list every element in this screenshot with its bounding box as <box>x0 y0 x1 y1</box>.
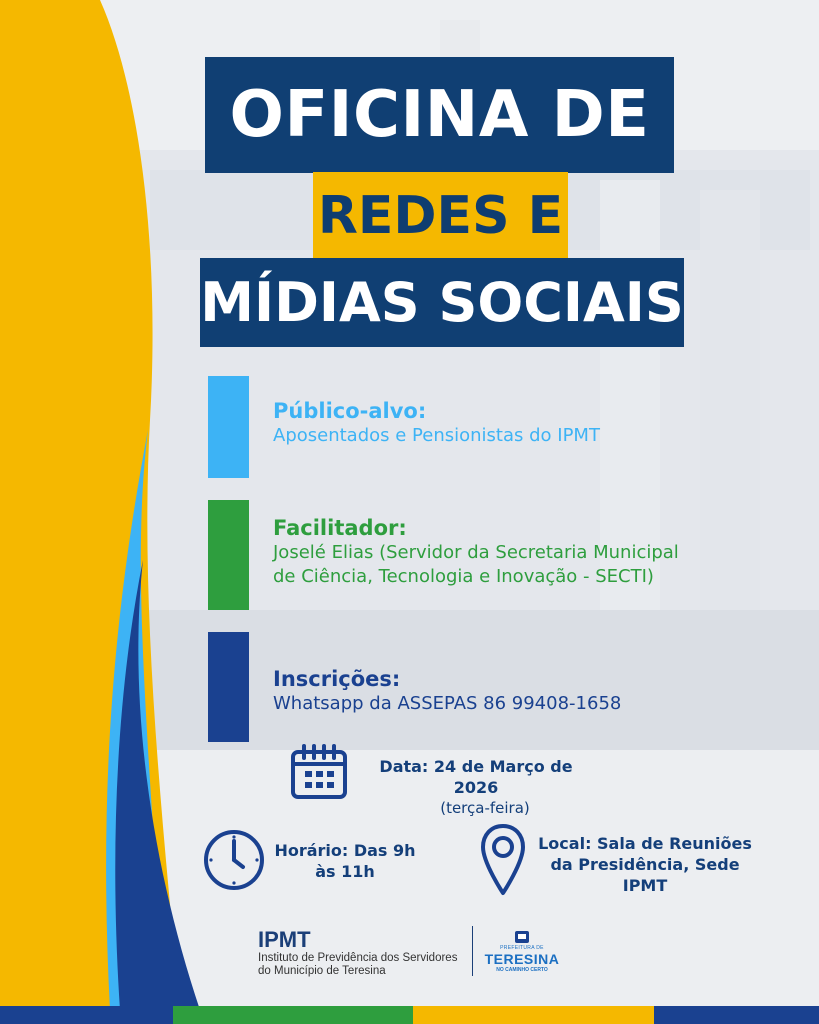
publico-text: Aposentados e Pensionistas do IPMT <box>273 425 600 446</box>
inscricoes-heading: Inscrições: <box>273 667 401 691</box>
location-pin-icon <box>480 823 526 897</box>
horario-line-2: às 11h <box>315 862 375 881</box>
local-line-2: da Presidência, Sede <box>550 855 740 874</box>
ipmt-subtitle-1: Instituto de Previdência dos Servidores <box>258 952 458 964</box>
stripe-navy-right <box>654 1006 819 1024</box>
horario-text <box>270 840 420 882</box>
ipmt-logo <box>258 928 457 978</box>
stripe-navy-left <box>0 1006 173 1024</box>
facilitador-section <box>273 515 679 589</box>
inscricoes-accent-bar <box>208 632 249 742</box>
footer-divider <box>472 926 473 976</box>
local-line-3: IPMT <box>622 876 668 895</box>
stripe-green <box>173 1006 413 1024</box>
calendar-icon <box>290 744 348 800</box>
publico-heading: Público-alvo: <box>273 399 427 423</box>
clock-icon <box>203 829 265 891</box>
local-line-1: Local: Sala de Reuniões <box>538 834 752 853</box>
facilitador-accent-bar <box>208 500 249 610</box>
local-text <box>532 833 758 896</box>
facilitador-line-2: de Ciência, Tecnologia e Inovação - SECTI) <box>273 566 654 587</box>
title-line-2: REDES E <box>313 172 568 260</box>
ipmt-subtitle-2: do Município de Teresina <box>258 965 386 977</box>
data-text <box>356 756 596 819</box>
publico-accent-bar <box>208 376 249 478</box>
ipmt-name: IPMT <box>258 927 311 952</box>
data-line-1: Data: 24 de Março de 2026 <box>379 757 573 797</box>
teresina-logo <box>481 930 563 978</box>
facilitador-heading: Facilitador: <box>273 516 407 540</box>
teresina-label: TERESINA <box>484 951 560 967</box>
horario-line-1: Horário: Das 9h <box>274 841 416 860</box>
inscricoes-section <box>273 666 621 716</box>
facilitador-line-1: Joselé Elias (Servidor da Secretaria Municipal <box>273 542 679 563</box>
title-line-3: MÍDIAS SOCIAIS <box>200 258 684 347</box>
publico-section <box>273 398 600 448</box>
stripe-yellow <box>413 1006 654 1024</box>
coat-of-arms-icon <box>514 930 530 944</box>
prefeitura-label: PREFEITURA DE <box>500 945 544 951</box>
slogan-label: NO CAMINHO CERTO <box>496 967 548 973</box>
title-line-1: OFICINA DE <box>205 57 674 173</box>
data-line-2: (terça-feira) <box>440 799 530 817</box>
inscricoes-text: Whatsapp da ASSEPAS 86 99408-1658 <box>273 693 622 714</box>
